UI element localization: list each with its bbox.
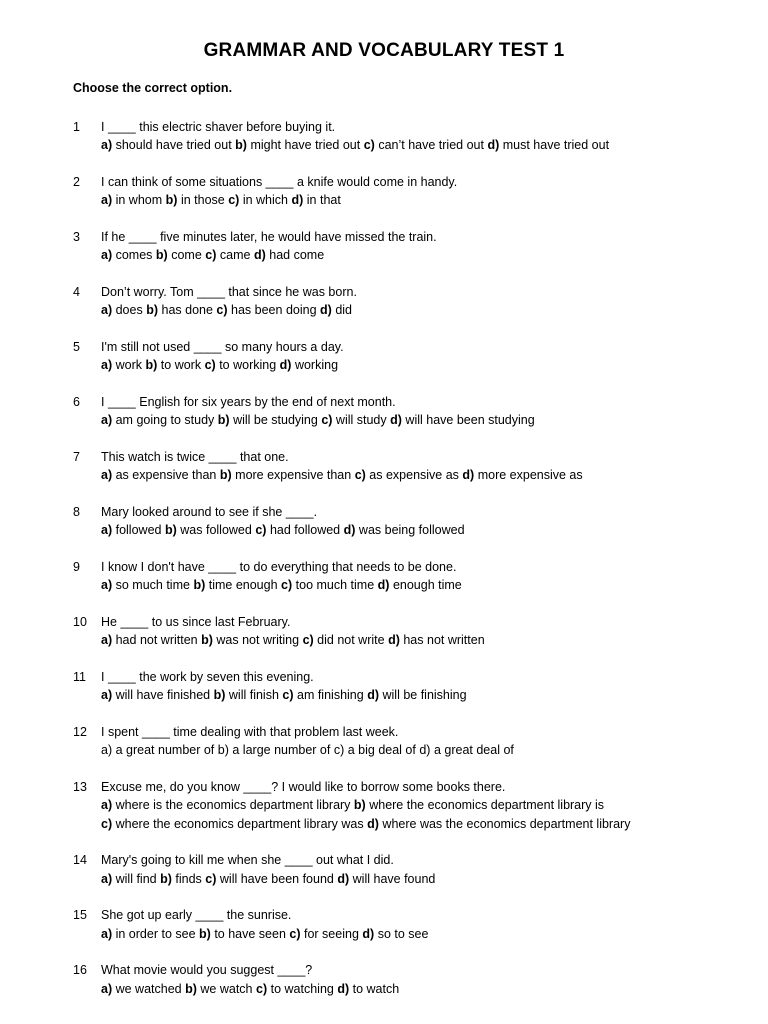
option-label: b): [165, 193, 178, 208]
question-body: [101, 118, 761, 155]
option-text: work: [115, 358, 143, 373]
answer-option: [199, 927, 286, 941]
instruction-text: Choose the correct option.: [73, 81, 233, 95]
option-text: will be finishing: [382, 688, 467, 703]
question-number: 8: [73, 505, 80, 519]
option-label: b): [201, 633, 213, 648]
question-item: [0, 778, 768, 833]
answer-option: [160, 872, 202, 886]
option-text: came: [219, 248, 251, 263]
option-text: to watch: [352, 981, 400, 996]
option-label: a): [101, 523, 113, 538]
option-label: a): [101, 248, 113, 263]
options-line: [101, 521, 761, 539]
question-text: Mary's going to kill me when she ____ out what I did.: [101, 853, 394, 868]
answer-option: [193, 578, 277, 592]
option-text: for seeing: [304, 926, 359, 941]
option-label: d): [279, 358, 292, 373]
question-item: [0, 961, 768, 998]
option-label: c): [289, 926, 301, 941]
question-body: [101, 613, 761, 650]
question-body: [101, 228, 761, 265]
question-item: [0, 503, 768, 540]
option-text: in those: [180, 193, 225, 208]
page-title: GRAMMAR AND VOCABULARY TEST 1: [203, 40, 565, 61]
option-text: in which: [242, 193, 288, 208]
option-text: more expensive as: [477, 468, 583, 483]
options-line: [101, 741, 761, 759]
option-label: a): [101, 468, 113, 483]
question-number: 3: [73, 230, 80, 244]
option-text: a large number of: [232, 743, 331, 758]
question-text: Mary looked around to see if she ____.: [101, 505, 318, 519]
option-label: c): [302, 633, 314, 648]
question-body: [101, 906, 761, 943]
question-text: I can think of some situations ____ a knife would come in handy.: [101, 175, 458, 189]
answer-option: [280, 358, 338, 372]
option-text: did: [335, 303, 352, 318]
answer-option: [101, 468, 216, 482]
option-label: c): [228, 193, 240, 208]
question-item: [0, 283, 768, 320]
answer-option: [218, 743, 331, 757]
options-line: [101, 796, 761, 814]
answer-option: [101, 523, 161, 537]
option-text: does: [115, 303, 143, 318]
option-text: was being followed: [358, 523, 465, 538]
option-text: enough time: [392, 578, 462, 593]
option-label: c): [321, 413, 333, 428]
question-text: He ____ to us since last February.: [101, 615, 291, 629]
question-number: 4: [73, 285, 80, 299]
question-body: [101, 338, 761, 375]
question-item: [0, 338, 768, 375]
option-text: come: [171, 248, 202, 263]
question-item: [0, 723, 768, 760]
option-label: c): [204, 358, 216, 373]
option-text: will be studying: [233, 413, 318, 428]
options-line: [101, 301, 761, 319]
option-text: as expensive as: [369, 468, 459, 483]
option-text: has not written: [403, 633, 485, 648]
option-label: a): [101, 303, 113, 318]
option-label: d): [337, 871, 350, 886]
question-item: [0, 118, 768, 155]
answer-option: [101, 927, 196, 941]
option-text: to working: [219, 358, 277, 373]
option-text: will study: [335, 413, 387, 428]
option-label: b): [160, 871, 172, 886]
question-item: [0, 228, 768, 265]
option-text: will have been found: [219, 871, 334, 886]
option-text: we watched: [115, 981, 182, 996]
answer-option: [214, 688, 279, 702]
option-label: a): [101, 926, 113, 941]
question-body: [101, 723, 761, 760]
question-number: 2: [73, 175, 80, 189]
answer-option: [281, 578, 374, 592]
question-body: [101, 173, 761, 210]
option-text: can’t have tried out: [378, 138, 484, 153]
option-text: time enough: [208, 578, 278, 593]
option-label: b): [213, 688, 226, 703]
question-item: [0, 393, 768, 430]
answer-option: [101, 817, 364, 831]
options-line: [101, 870, 761, 888]
answer-option: [101, 358, 142, 372]
option-label: d): [320, 303, 332, 318]
option-label: a): [101, 358, 113, 373]
option-label: c): [281, 578, 293, 593]
answer-option: [355, 468, 459, 482]
option-label: c): [255, 523, 267, 538]
option-text: where was the economics department library: [382, 816, 631, 831]
option-label: c): [333, 743, 345, 758]
option-text: more expensive than: [235, 468, 352, 483]
option-text: must have tried out: [502, 138, 610, 153]
options-line: [101, 356, 761, 374]
answer-option: [254, 248, 324, 262]
answer-option: [185, 982, 252, 996]
question-body: [101, 503, 761, 540]
answer-option: [289, 927, 359, 941]
options-line: [101, 980, 761, 998]
answer-option: [378, 578, 462, 592]
option-label: c): [216, 303, 228, 318]
option-label: a): [101, 193, 113, 208]
option-label: d): [377, 578, 390, 593]
option-label: b): [217, 743, 229, 758]
answer-option: [337, 982, 399, 996]
options-line: [101, 411, 761, 429]
answer-option: [354, 798, 604, 812]
question-text: I'm still not used ____ so many hours a day.: [101, 340, 344, 354]
question-text: This watch is twice ____ that one.: [101, 450, 289, 464]
question-body: [101, 778, 761, 833]
option-text: a big deal of: [347, 743, 416, 758]
option-label: b): [353, 798, 366, 813]
question-number: 13: [73, 780, 87, 794]
answer-option: [201, 633, 299, 647]
option-text: will have finished: [115, 688, 211, 703]
answer-option: [256, 982, 334, 996]
option-label: a): [101, 138, 113, 153]
question-number: 16: [73, 963, 87, 978]
answer-option: [156, 248, 202, 262]
option-text: had not written: [115, 633, 198, 648]
question-number: 7: [73, 450, 80, 464]
answer-option: [205, 248, 250, 262]
option-text: where is the economics department library: [115, 798, 351, 813]
answer-option: [101, 982, 182, 996]
option-label: c): [205, 248, 217, 263]
answer-option: [388, 633, 485, 647]
option-label: d): [253, 248, 266, 263]
question-text: If he ____ five minutes later, he would have missed the train.: [101, 230, 437, 244]
option-text: did not write: [317, 633, 385, 648]
answer-option: [344, 523, 465, 537]
question-text: I ____ English for six years by the end of next month.: [101, 395, 396, 409]
option-text: working: [294, 358, 339, 373]
option-text: comes: [115, 248, 153, 263]
option-text: will finish: [228, 688, 279, 703]
option-label: c): [354, 468, 366, 483]
answer-option: [101, 688, 210, 702]
answer-option: [165, 523, 252, 537]
answer-option: [205, 872, 334, 886]
question-body: [101, 558, 761, 595]
option-text: was not writing: [216, 633, 300, 648]
option-label: d): [291, 193, 304, 208]
answer-option: [216, 303, 316, 317]
options-line: [101, 466, 761, 484]
option-text: followed: [115, 523, 162, 538]
answer-option: [291, 193, 340, 207]
option-label: b): [185, 981, 197, 996]
answer-option: [101, 743, 214, 757]
question-number: 9: [73, 560, 80, 574]
question-number: 12: [73, 725, 87, 739]
option-label: a): [101, 871, 113, 886]
answer-option: [101, 633, 198, 647]
question-item: [0, 558, 768, 595]
question-number: 5: [73, 340, 80, 354]
answer-option: [362, 927, 428, 941]
option-label: c): [205, 871, 217, 886]
option-label: a): [101, 688, 113, 703]
option-label: b): [145, 358, 158, 373]
question-number: 6: [73, 395, 80, 409]
question-number: 10: [73, 615, 87, 629]
answer-option: [390, 413, 535, 427]
option-text: finds: [175, 871, 202, 886]
option-text: a great deal of: [433, 743, 514, 758]
option-label: d): [419, 743, 431, 758]
option-label: d): [390, 413, 402, 428]
question-item: [0, 613, 768, 650]
question-text: What movie would you suggest ____?: [101, 963, 313, 978]
option-label: a): [101, 798, 113, 813]
option-text: had come: [269, 248, 325, 263]
answer-option: [462, 468, 582, 482]
option-text: has been doing: [231, 303, 317, 318]
question-body: [101, 851, 761, 888]
option-label: b): [164, 523, 177, 538]
options-line: [101, 136, 761, 154]
option-text: too much time: [295, 578, 375, 593]
option-label: d): [487, 138, 500, 153]
question-number: 1: [73, 120, 80, 134]
option-text: will find: [115, 871, 157, 886]
answer-option: [487, 138, 609, 152]
answer-option: [146, 358, 202, 372]
option-text: as expensive than: [115, 468, 217, 483]
option-text: in that: [306, 193, 341, 208]
answer-option: [205, 358, 277, 372]
option-label: c): [101, 816, 113, 831]
option-label: b): [217, 413, 230, 428]
option-text: we watch: [200, 981, 253, 996]
answer-option: [419, 743, 514, 757]
answer-option: [367, 817, 630, 831]
option-label: d): [343, 523, 356, 538]
option-text: had followed: [269, 523, 341, 538]
option-text: was followed: [180, 523, 252, 538]
option-label: a): [101, 413, 113, 428]
option-text: to work: [160, 358, 202, 373]
option-label: c): [256, 981, 268, 996]
question-text: I know I don't have ____ to do everything that needs to be done.: [101, 560, 457, 574]
options-line: [101, 631, 761, 649]
options-line: [101, 246, 761, 264]
option-text: will have been studying: [405, 413, 535, 428]
question-item: [0, 851, 768, 888]
answer-option: [282, 688, 363, 702]
option-text: to watching: [270, 981, 334, 996]
options-line: [101, 686, 761, 704]
question-body: [101, 961, 761, 998]
answer-option: [101, 138, 232, 152]
question-body: [101, 668, 761, 705]
question-text: I spent ____ time dealing with that problem last week.: [101, 725, 399, 739]
option-text: will have found: [352, 871, 436, 886]
options-line: [101, 925, 761, 943]
option-text: should have tried out: [115, 138, 232, 153]
answer-option: [101, 872, 157, 886]
answer-option: [101, 578, 190, 592]
question-body: [101, 283, 761, 320]
option-label: b): [219, 468, 232, 483]
question-number: 14: [73, 853, 87, 868]
answer-option: [101, 303, 143, 317]
question-text: Don’t worry. Tom ____ that since he was born.: [101, 285, 357, 299]
option-text: a great number of: [115, 743, 215, 758]
option-label: d): [362, 926, 375, 941]
answer-option: [101, 193, 162, 207]
option-text: in order to see: [115, 926, 196, 941]
answer-option: [101, 248, 152, 262]
answer-option: [255, 523, 340, 537]
option-label: c): [363, 138, 375, 153]
option-label: b): [193, 578, 206, 593]
option-label: b): [155, 248, 168, 263]
options-line: [101, 576, 761, 594]
question-text: I ____ this electric shaver before buying it.: [101, 120, 336, 134]
answer-option: [166, 193, 225, 207]
answer-option: [334, 743, 416, 757]
answer-option: [146, 303, 213, 317]
question-text: She got up early ____ the sunrise.: [101, 908, 292, 923]
option-label: b): [235, 138, 247, 153]
question-text: Excuse me, do you know ____? I would like to borrow some books there.: [101, 780, 506, 794]
option-text: has done: [161, 303, 213, 318]
answer-option: [218, 413, 318, 427]
question-item: [0, 448, 768, 485]
option-label: d): [367, 816, 379, 831]
option-label: a): [101, 743, 113, 758]
question-item: [0, 906, 768, 943]
answer-option: [101, 413, 214, 427]
question-list: [0, 118, 768, 998]
answer-option: [235, 138, 360, 152]
answer-option: [228, 193, 288, 207]
answer-option: [101, 798, 350, 812]
option-text: am going to study: [115, 413, 215, 428]
option-label: c): [282, 688, 294, 703]
options-line: [101, 815, 761, 833]
question-item: [0, 668, 768, 705]
option-text: so much time: [115, 578, 190, 593]
option-text: to have seen: [214, 926, 286, 941]
option-label: a): [101, 578, 113, 593]
option-text: might have tried out: [250, 138, 361, 153]
question-number: 11: [73, 670, 86, 684]
option-text: where the economics department library was: [115, 816, 364, 831]
question-body: [101, 393, 761, 430]
option-text: so to see: [377, 926, 429, 941]
option-label: d): [337, 981, 350, 996]
options-line: [101, 191, 761, 209]
question-item: [0, 173, 768, 210]
option-label: a): [101, 981, 113, 996]
question-number: 15: [73, 908, 87, 923]
answer-option: [364, 138, 484, 152]
answer-option: [320, 303, 352, 317]
answer-option: [367, 688, 466, 702]
option-text: where the economics department library is: [369, 798, 605, 813]
answer-option: [321, 413, 386, 427]
answer-option: [303, 633, 385, 647]
option-label: d): [388, 633, 400, 648]
answer-option: [337, 872, 435, 886]
option-label: d): [367, 688, 379, 703]
option-label: a): [101, 633, 113, 648]
question-text: I ____ the work by seven this evening.: [101, 670, 314, 684]
option-label: b): [146, 303, 159, 318]
option-text: am finishing: [297, 688, 364, 703]
option-label: b): [199, 926, 211, 941]
option-label: d): [462, 468, 475, 483]
option-text: in whom: [115, 193, 163, 208]
question-body: [101, 448, 761, 485]
answer-option: [220, 468, 351, 482]
